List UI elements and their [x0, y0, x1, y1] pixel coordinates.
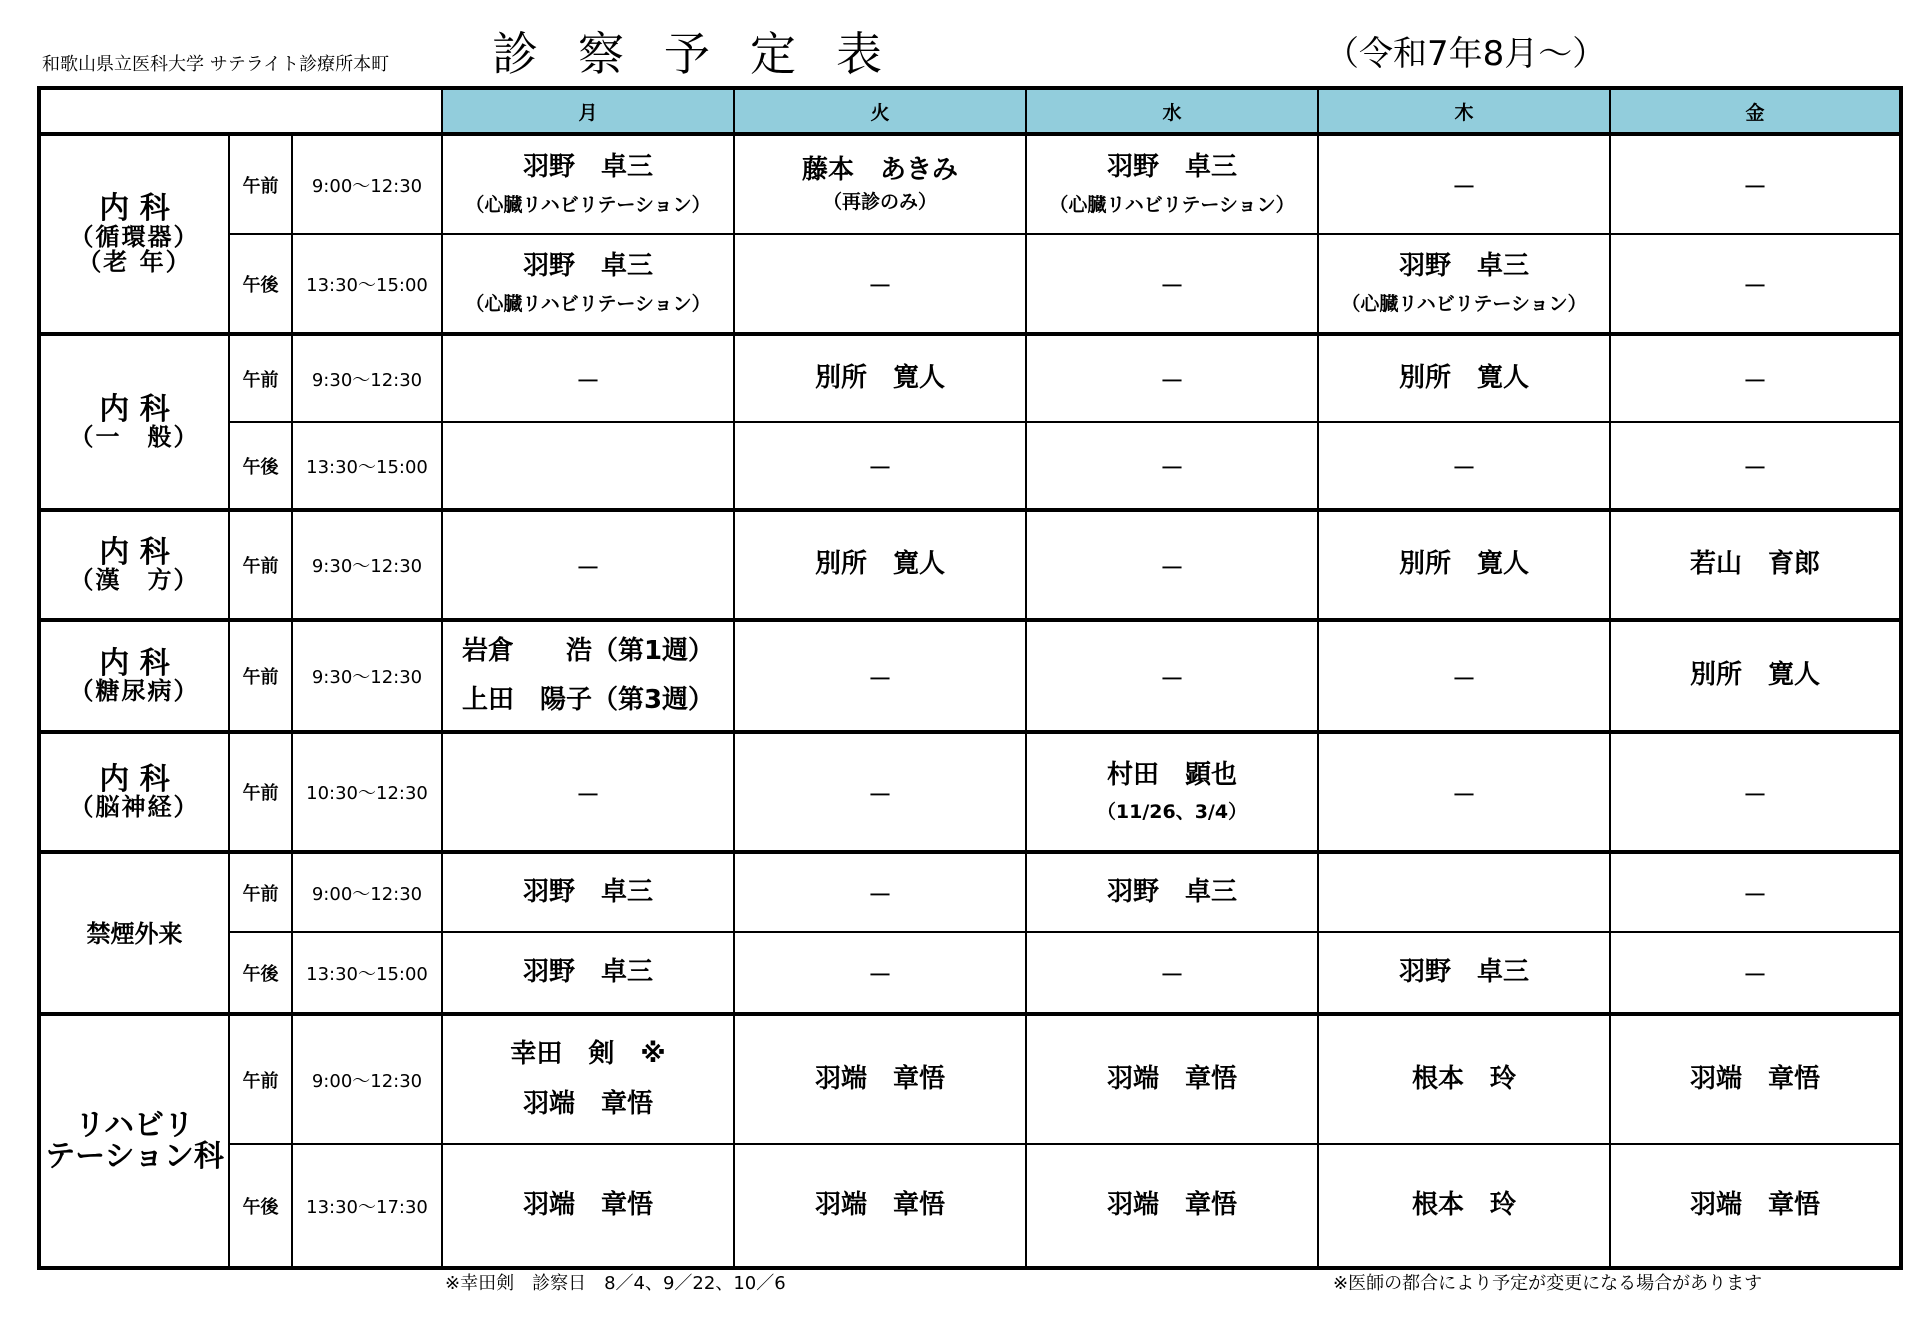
cell-tue [734, 732, 1026, 852]
none-dash: － [1160, 367, 1184, 395]
department-cell [39, 620, 229, 732]
none-dash: － [1743, 961, 1767, 989]
schedule-row [39, 134, 1901, 234]
department-cell [39, 334, 229, 510]
cell-fri [1610, 932, 1901, 1014]
session-pm: 午後 [229, 932, 292, 1014]
cell-fri [1610, 1014, 1901, 1144]
none-dash: － [576, 780, 600, 809]
schedule-row [39, 932, 1901, 1014]
cell-wed [1026, 852, 1318, 932]
department-label: テーション科 [45, 1139, 224, 1174]
schedule-row [39, 1144, 1901, 1268]
day-header-thu: 木 [1318, 88, 1610, 134]
footnote-koda: ※幸田剣 診察日 8／4、9／22、10／6 [445, 1273, 786, 1294]
cell-note: （心臓リハビリテーション） [465, 193, 711, 216]
cell-mon [442, 1144, 734, 1268]
cell-wed [1026, 1144, 1318, 1268]
doctor-name: 羽端 章悟 [522, 1088, 653, 1119]
session-time: 13:30～17:30 [292, 1144, 442, 1268]
schedule-row [39, 852, 1901, 932]
day-header-wed: 水 [1026, 88, 1318, 134]
session-time: 13:30～15:00 [292, 422, 442, 510]
session-time: 13:30～15:00 [292, 234, 442, 334]
cell-note: （心臓リハビリテーション） [1049, 193, 1295, 216]
cell-tue [734, 510, 1026, 620]
session-am: 午前 [229, 852, 292, 932]
none-dash: － [868, 664, 892, 693]
cell-mon [442, 620, 734, 732]
doctor-name: 羽端 章悟 [1689, 1063, 1820, 1094]
cell-thu [1318, 234, 1610, 334]
cell-thu [1318, 1014, 1610, 1144]
session-time: 9:30～12:30 [292, 620, 442, 732]
department-label: （糖尿病） [69, 677, 200, 706]
cell-thu [1318, 422, 1610, 510]
doctor-name: 羽端 章悟 [1106, 1189, 1237, 1220]
cell-fri [1610, 510, 1901, 620]
schedule-row [39, 234, 1901, 334]
doctor-name: 別所 寛人 [814, 549, 945, 580]
none-dash: － [868, 881, 892, 909]
cell-tue [734, 234, 1026, 334]
cell-tue [734, 932, 1026, 1014]
session-pm: 午後 [229, 234, 292, 334]
cell-note: （11/26、3/4） [1096, 801, 1248, 824]
cell-wed [1026, 334, 1318, 422]
doctor-name: 幸田 剣 ※ [510, 1039, 666, 1070]
doctor-name: 羽端 章悟 [1106, 1063, 1237, 1094]
day-header-fri: 金 [1610, 88, 1901, 134]
session-time: 13:30～15:00 [292, 932, 442, 1014]
cell-tue [734, 620, 1026, 732]
department-label: （老 年） [77, 247, 192, 276]
department-label: （脳神経） [69, 793, 200, 822]
session-time: 9:30～12:30 [292, 510, 442, 620]
none-dash: － [1160, 961, 1184, 989]
department-cell [39, 732, 229, 852]
department-cell [39, 510, 229, 620]
doctor-name: 羽野 卓三 [1398, 251, 1529, 282]
department-label: （循環器） [69, 222, 200, 251]
department-label: 内 科 [99, 645, 170, 681]
doctor-name: 羽野 卓三 [522, 251, 653, 282]
session-am: 午前 [229, 1014, 292, 1144]
none-dash: － [1743, 367, 1767, 395]
none-dash: － [1160, 664, 1184, 693]
doctor-name: 羽端 章悟 [814, 1189, 945, 1220]
cell-thu [1318, 134, 1610, 234]
cell-wed [1026, 932, 1318, 1014]
doctor-name: 羽野 卓三 [1106, 876, 1237, 907]
cell-mon [442, 852, 734, 932]
cell-note: （心臓リハビリテーション） [1341, 292, 1587, 315]
cell-wed [1026, 422, 1318, 510]
doctor-name: 羽野 卓三 [522, 152, 653, 183]
none-dash: － [1452, 454, 1476, 482]
schedule-row [39, 732, 1901, 852]
cell-tue [734, 1014, 1026, 1144]
doctor-name: 羽野 卓三 [522, 956, 653, 987]
doctor-name: 羽野 卓三 [522, 876, 653, 907]
cell-fri [1610, 422, 1901, 510]
cell-wed [1026, 234, 1318, 334]
none-dash: － [1743, 454, 1767, 482]
cell-mon [442, 732, 734, 852]
none-dash: － [1160, 553, 1184, 582]
period-label: （令和7年8月～） [1325, 34, 1607, 74]
session-pm: 午後 [229, 1144, 292, 1268]
cell-tue [734, 422, 1026, 510]
none-dash: － [1452, 173, 1476, 201]
session-am: 午前 [229, 732, 292, 852]
cell-thu [1318, 620, 1610, 732]
department-label: 内 科 [99, 391, 170, 427]
doctor-name: 上田 陽子（第3週） [461, 685, 715, 715]
schedule-row [39, 422, 1901, 510]
page-title: 診察予定表 [492, 27, 922, 81]
department-label: 内 科 [99, 534, 170, 570]
doctor-name: 根本 玲 [1411, 1189, 1516, 1220]
cell-tue [734, 134, 1026, 234]
schedule-table [37, 86, 1903, 1270]
session-pm: 午後 [229, 422, 292, 510]
none-dash: － [868, 272, 892, 300]
department-label: （漢 方） [69, 566, 200, 595]
doctor-name: 藤本 あきみ [801, 155, 958, 186]
cell-tue [734, 1144, 1026, 1268]
schedule-row [39, 510, 1901, 620]
header-blank-cell [39, 88, 442, 134]
cell-mon [442, 234, 734, 334]
schedule-row [39, 334, 1901, 422]
cell-tue [734, 334, 1026, 422]
footnote-change: ※医師の都合により予定が変更になる場合があります [1333, 1273, 1763, 1294]
cell-fri [1610, 852, 1901, 932]
department-cell [39, 852, 229, 1014]
doctor-name: 別所 寛人 [1398, 362, 1529, 393]
schedule-row [39, 1014, 1901, 1144]
doctor-name: 別所 寛人 [1689, 660, 1820, 691]
session-time: 9:00～12:30 [292, 134, 442, 234]
cell-mon [442, 1014, 734, 1144]
doctor-name: 岩倉 浩（第1週） [461, 635, 715, 666]
cell-fri [1610, 1144, 1901, 1268]
none-dash: － [868, 961, 892, 989]
session-am: 午前 [229, 134, 292, 234]
cell-fri [1610, 732, 1901, 852]
none-dash: － [1452, 664, 1476, 693]
cell-wed [1026, 510, 1318, 620]
none-dash: － [1743, 173, 1767, 201]
session-am: 午前 [229, 510, 292, 620]
day-header-mon: 月 [442, 88, 734, 134]
none-dash: － [1743, 272, 1767, 300]
session-time: 9:00～12:30 [292, 852, 442, 932]
cell-tue [734, 852, 1026, 932]
doctor-name: 村田 顕也 [1106, 759, 1237, 790]
department-label: 内 科 [99, 761, 170, 797]
doctor-name: 根本 玲 [1411, 1063, 1516, 1094]
doctor-name: 羽端 章悟 [1689, 1189, 1820, 1220]
none-dash: － [1160, 272, 1184, 300]
cell-mon [442, 422, 734, 510]
cell-fri [1610, 620, 1901, 732]
doctor-name: 羽端 章悟 [522, 1189, 653, 1220]
department-label: （一 般） [69, 423, 200, 452]
session-time: 10:30～12:30 [292, 732, 442, 852]
cell-mon [442, 334, 734, 422]
cell-fri [1610, 134, 1901, 234]
cell-wed [1026, 134, 1318, 234]
clinic-name: 和歌山県立医科大学 サテライト診療所本町 [42, 54, 390, 75]
cell-thu [1318, 334, 1610, 422]
department-label: 内 科 [99, 191, 170, 227]
doctor-name: 羽野 卓三 [1106, 152, 1237, 183]
cell-thu [1318, 510, 1610, 620]
schedule-row [39, 620, 1901, 732]
session-time: 9:00～12:30 [292, 1014, 442, 1144]
cell-thu [1318, 852, 1610, 932]
none-dash: － [576, 367, 600, 395]
doctor-name: 別所 寛人 [814, 362, 945, 393]
cell-mon [442, 134, 734, 234]
none-dash: － [1743, 780, 1767, 809]
department-label: リハビリ [74, 1107, 195, 1143]
department-cell [39, 1014, 229, 1268]
none-dash: － [1160, 454, 1184, 482]
session-am: 午前 [229, 620, 292, 732]
cell-note: （再診のみ） [822, 190, 937, 213]
department-cell [39, 134, 229, 334]
cell-thu [1318, 932, 1610, 1014]
cell-fri [1610, 334, 1901, 422]
cell-thu [1318, 732, 1610, 852]
department-label: 禁煙外来 [86, 920, 183, 949]
cell-wed [1026, 732, 1318, 852]
cell-wed [1026, 620, 1318, 732]
none-dash: － [1743, 881, 1767, 909]
doctor-name: 若山 育郎 [1689, 549, 1820, 580]
header-row [39, 88, 1901, 134]
none-dash: － [576, 553, 600, 582]
doctor-name: 別所 寛人 [1398, 549, 1529, 580]
doctor-name: 羽端 章悟 [814, 1063, 945, 1094]
none-dash: － [1452, 780, 1476, 809]
cell-wed [1026, 1014, 1318, 1144]
session-am: 午前 [229, 334, 292, 422]
doctor-name: 羽野 卓三 [1398, 956, 1529, 987]
day-header-tue: 火 [734, 88, 1026, 134]
cell-mon [442, 932, 734, 1014]
cell-thu [1318, 1144, 1610, 1268]
cell-mon [442, 510, 734, 620]
cell-note: （心臓リハビリテーション） [465, 292, 711, 315]
session-time: 9:30～12:30 [292, 334, 442, 422]
none-dash: － [868, 454, 892, 482]
none-dash: － [868, 780, 892, 809]
cell-fri [1610, 234, 1901, 334]
